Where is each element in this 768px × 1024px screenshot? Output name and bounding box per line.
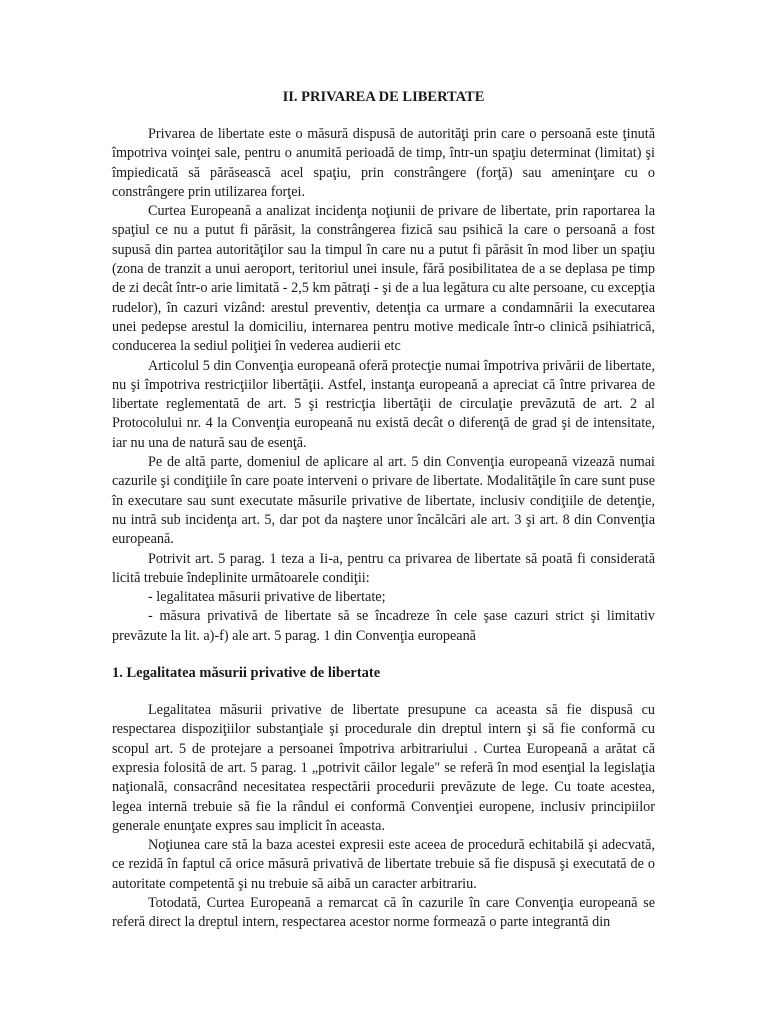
paragraph-fair-procedure: Noţiunea care stă la baza acestei expresii este aceea de procedură echitabilă şi adecvată, ce rezidă în faptul că orice măsură privativă de libertate trebuie să fie dispusă şi executată de o autoritate competentă şi nu trebuie să aibă un caracter arbitrariu. <box>112 837 655 892</box>
paragraph-conditions-intro: Potrivit art. 5 parag. 1 teza a Ii-a, pentru ca privarea de libertate să poată fi considerată licită trebuie îndeplinite următoarele condiţii: <box>112 550 655 586</box>
document-page <box>112 88 655 933</box>
paragraph-article-5-protection: Articolul 5 din Convenţia europeană oferă protecţie numai împotriva privării de libertate, nu şi împotriva restricţiilor libertăţii. Astfel, instanţa europeană a apreciat că între privarea de libertate reglementată de art. 5 şi restricţia libertăţii de circulaţie prevăzută de art. 2 al Protocolului nr. 4 la Convenţia europeană nu există decât o diferenţă de grad şi de intensitate, iar nu una de natură sau de esenţă. <box>112 357 655 451</box>
paragraph-domestic-law: Totodată, Curtea Europeană a remarcat că în cazurile în care Convenţia europeană se referă direct la dreptul intern, respectarea acestor norme formează o parte integrantă din <box>112 894 655 931</box>
condition-item-legality: - legalitatea măsurii privative de libertate; <box>148 589 386 606</box>
paragraph-scope-article-5: Pe de altă parte, domeniul de aplicare al art. 5 din Convenţia europeană vizează numai cazurile şi condiţiile în care poate interveni o privare de libertate. Modalităţile în care sunt puse în executare sau sunt executate măsurile privative de libertate, inclusiv condiţiile de detenţie, nu intră sub incidenţa art. 5, dar pot da naştere unor încălcări ale art. 3 şi art. 8 din Convenţia europeană. <box>112 454 655 548</box>
section-heading-legality: 1. Legalitatea măsurii privative de libertate <box>112 665 381 682</box>
paragraph-definition: Privarea de libertate este o măsură dispusă de autorităţi prin care o persoană este ţinută împotriva voinţei sale, pentru o anumită perioadă de timp, într-un spaţiu determinat (limitat) şi împiedicată să părăsească acel spaţiu, prin constrângere (forţă) sau ameninţare cu o constrângere prin utilizarea forţei. <box>112 126 655 200</box>
paragraph-legality-requirements: Legalitatea măsurii privative de libertate presupune ca aceasta să fie dispusă cu respectarea dispoziţiilor substanţiale şi procedurale din dreptul intern şi să fie conformă cu scopul art. 5 de protejare a persoanei împotriva arbitrariului . Curtea Europeană a arătat că expresia folosită de art. 5 parag. 1 „potrivit căilor legale" se referă în mod esenţial la legislaţia naţională, consacrând necesitatea respectării procedurii prevăzute de lege. Cu toate acestea, legea internă trebuie să fie la rândul ei conformă Convenţiei europene, inclusiv principiilor generale enunţate expres sau implicit în aceasta. <box>112 702 655 834</box>
condition-item-six-cases: - măsura privativă de libertate să se încadreze în cele şase cazuri strict şi limitativ prevăzute la lit. a)-f) ale art. 5 parag. 1 din Convenţia europeană <box>112 608 655 644</box>
paragraph-european-court-analysis: Curtea Europeană a analizat incidenţa noţiunii de privare de libertate, prin raportarea la spaţiul ce nu a putut fi părăsit, la constrângerea fizică sau psihică la care o persoană a fost supusă din partea autorităţilor sau la timpul în care nu a putut fi părăsit în mod liber un spaţiu (zona de tranzit a unui aeroport, teritoriul unei insule, fără posibilitatea de a se deplasa pe timp de zi decât într-o arie limitată - 2,5 km pătraţi - şi de a lua legătura cu alte persoane, cu excepţia rudelor), în cazuri vizând: arestul preventiv, detenţia ca urmare a condamnării la executarea unei pedepse arestul la domiciliu, internarea pentru motive medicale într-o clinică psihiatrică, conducerea la sediul poliţiei în vederea audierii etc <box>112 203 655 355</box>
document-title: II. PRIVAREA DE LIBERTATE <box>282 89 485 105</box>
